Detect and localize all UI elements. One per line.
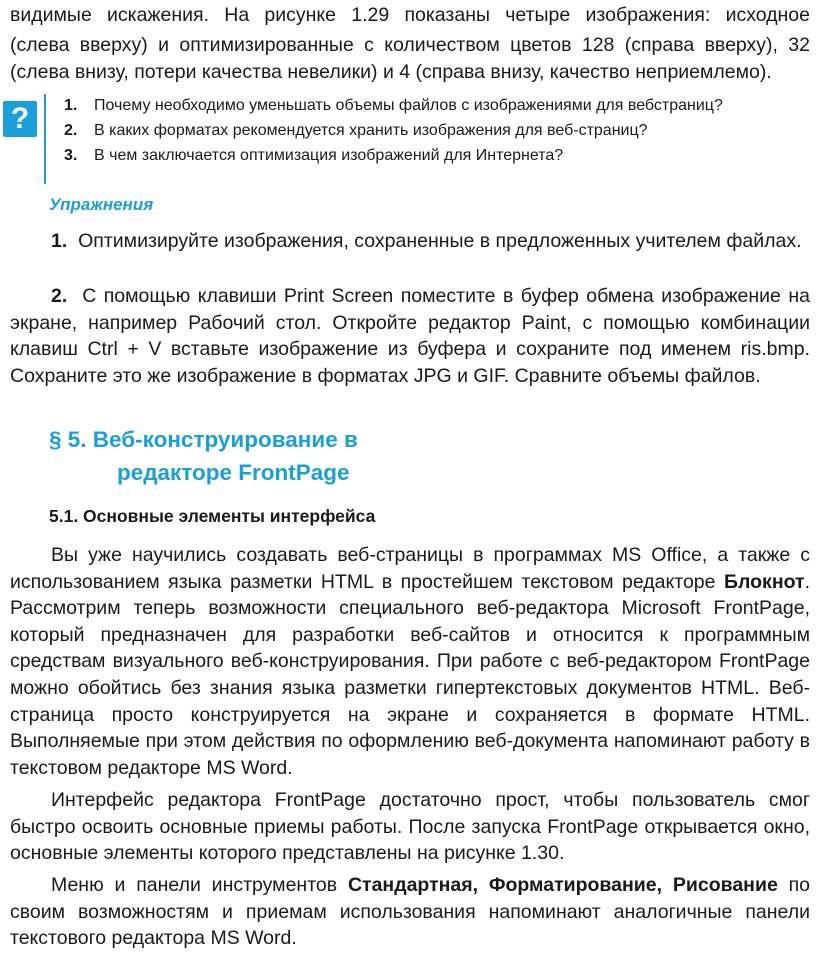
exercise-number: 2. (51, 285, 68, 307)
body-paragraph-3 (10, 872, 810, 952)
exercise-text: С помощью клавиши Print Screen поместите в буфер обмена изображение на экране, например Рабочий стол. Откройте редактор Paint, с помощью комбинации клавиш Ctrl + V вставьте изображение из буфера и сохраните под именем ris.bmp. Сохраните это же изображение в форматах JPG и GIF. Сравните объемы файлов. (10, 285, 810, 387)
section-title-line-2: редакторе FrontPage (117, 460, 350, 485)
body-text: Вы уже научились создавать веб-страницы в программах MS Office, а также с использованием языка разметки HTML в простейшем текстовом редакторе (10, 544, 810, 593)
question-text: Почему необходимо уменьшать объемы файлов с изображениями для вебстраниц? (94, 97, 723, 114)
intro-line-3: (слева внизу, потери качества невелики) и 4 (справа внизу, качество неприемлемо). (10, 61, 772, 83)
exercises-heading: Упражнения (49, 195, 154, 214)
section-title-line-1: § 5. Веб-конструирование в (49, 427, 358, 452)
question-icon: ? (3, 101, 37, 137)
body-paragraph-1 (10, 542, 810, 781)
body-paragraph-2: Интерфейс редактора FrontPage достаточно прост, чтобы пользователь смог быстро освоить основные приемы работы. После запуска FrontPage открывается окно, основные элементы которого представлены на рисунке 1.30. (10, 789, 810, 865)
exercise-item (10, 283, 810, 389)
question-number: 2. (64, 122, 78, 139)
body-text: . Рассмотрим теперь возможности специального веб-редактора Microsoft FrontPage, который предназначен для разработки веб-сайтов и относится к программным средствам визуального веб-конструирования. При работе с веб-редактором FrontPage можно обойтись без знания языка разметки гипертекстовых документов HTML. Веб-страница просто конструируется на экране и сохраняется в формате HTML. Выполняемые при этом действия по оформлению веб-документа напоминают работу в текстовом редакторе MS Word. (10, 570, 810, 779)
intro-line-1: видимые искажения. На рисунке 1.29 показаны четыре изображения: исходное (10, 4, 810, 26)
question-number: 1. (64, 97, 78, 114)
question-item (64, 145, 563, 167)
exercise-text: Оптимизируйте изображения, сохраненные в предложенных учителем файлах. (78, 230, 802, 252)
body-bold-term: Стандартная, Форматирование, Рисование (347, 874, 778, 896)
intro-line-2: (слева вверху) и оптимизированные с количеством цветов 128 (справа вверху), 32 (10, 34, 810, 56)
question-text: В каких форматах рекомендуется хранить изображения для веб-страниц? (94, 122, 648, 139)
body-bold-term: Блокнот (724, 570, 805, 593)
exercise-item (10, 228, 810, 255)
exercise-number: 1. (51, 230, 68, 252)
question-text: В чем заключается оптимизация изображений для Интернета? (94, 147, 564, 164)
body-text: Меню и панели инструментов (51, 874, 348, 896)
question-item (64, 120, 648, 142)
question-divider (44, 94, 46, 184)
body-text: по своим возможностям и приемам использования напоминают аналогичные панели текстового редактора MS Word. (10, 874, 811, 950)
subsection-title: 5.1. Основные элементы интерфейса (49, 506, 376, 526)
question-number: 3. (64, 147, 78, 164)
question-item (64, 95, 723, 117)
